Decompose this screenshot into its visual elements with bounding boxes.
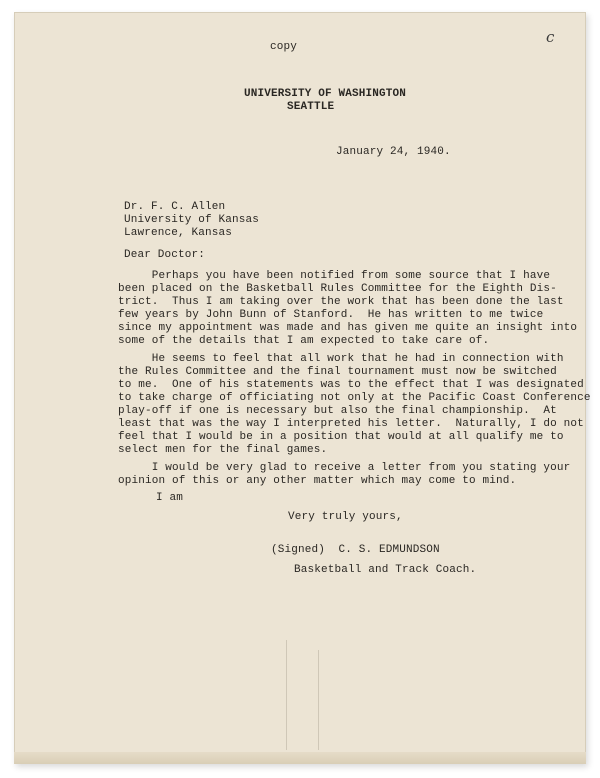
body-line: few years by John Bunn of Stanford. He has written to me twice	[118, 309, 544, 321]
signer-title: Basketball and Track Coach.	[294, 564, 477, 576]
body-line: trict. Thus I am taking over the work that has been done the last	[118, 296, 564, 308]
salutation: Dear Doctor:	[124, 249, 206, 261]
body-line: select men for the final games.	[118, 444, 328, 456]
body-line: feel that I would be in a position that would at all qualify me to	[118, 431, 564, 443]
letter-date: January 24, 1940.	[336, 146, 451, 158]
body-line: least that was the way I interpreted his letter. Naturally, I do not	[118, 418, 584, 430]
body-line: play-off if one is necessary but also the final championship. At	[118, 405, 557, 417]
signature: (Signed) C. S. EDMUNDSON	[271, 544, 440, 556]
letterhead-city: SEATTLE	[287, 101, 335, 113]
body-line: been placed on the Basketball Rules Committee for the Eighth Dis-	[118, 283, 557, 295]
paper-crease	[318, 650, 319, 750]
valediction: Very truly yours,	[288, 511, 403, 523]
body-line: to take charge of officiating not only at the Pacific Coast Conference	[118, 392, 591, 404]
page-bottom-edge	[14, 752, 586, 764]
closing-line: I am	[156, 492, 184, 504]
body-line: the Rules Committee and the final tournament must now be switched	[118, 366, 557, 378]
body-line: since my appointment was made and has given me quite an insight into	[118, 322, 578, 334]
copy-label: copy	[270, 41, 298, 53]
body-line: opinion of this or any other matter which may come to mind.	[118, 475, 517, 487]
body-line: He seems to feel that all work that he had in connection with	[118, 353, 564, 365]
letterhead-institution: UNIVERSITY OF WASHINGTON	[244, 88, 407, 100]
body-line: to me. One of his statements was to the effect that I was designated	[118, 379, 584, 391]
recipient-name: Dr. F. C. Allen	[124, 201, 226, 213]
recipient-institution: University of Kansas	[124, 214, 260, 226]
body-line: I would be very glad to receive a letter from you stating your	[118, 462, 571, 474]
corner-handwritten-mark: c	[546, 28, 555, 46]
recipient-address: Lawrence, Kansas	[124, 227, 233, 239]
body-line: Perhaps you have been notified from some source that I have	[118, 270, 551, 282]
body-line: some of the details that I am expected to take care of.	[118, 335, 490, 347]
paper-crease	[286, 640, 287, 750]
